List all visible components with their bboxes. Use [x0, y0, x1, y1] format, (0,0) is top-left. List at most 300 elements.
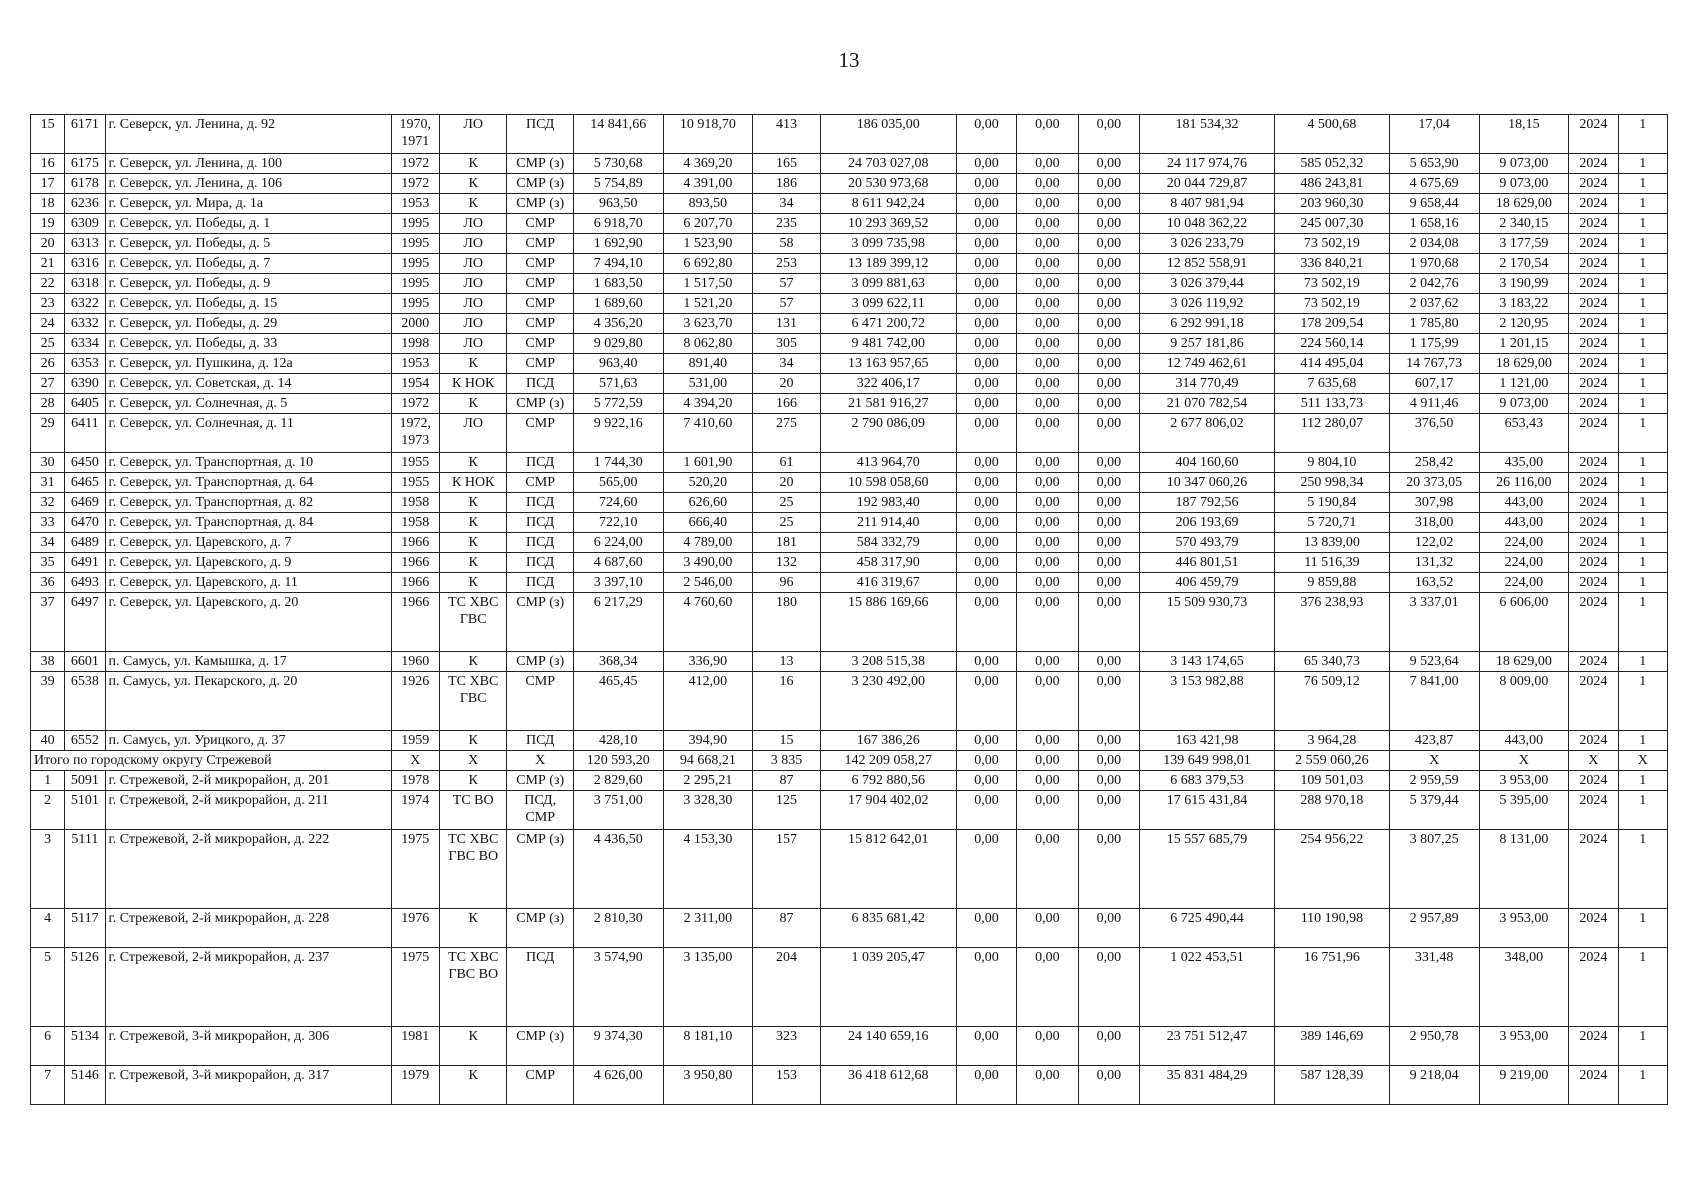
cell-fund_local: 0,00	[1078, 194, 1139, 214]
cell-no: 37	[31, 593, 65, 652]
cell-no: 1	[31, 771, 65, 791]
cell-year: 1955	[391, 473, 439, 493]
cell-address: г. Северск, ул. Ленина, д. 92	[105, 115, 391, 154]
cell-fund_fed: 0,00	[956, 394, 1016, 414]
cell-fund_owners: 163 421,98	[1140, 731, 1275, 751]
cell-fund_fed: 0,00	[956, 453, 1016, 473]
cell-fund_local: 0,00	[1078, 274, 1139, 294]
cell-limit_cost: 653,43	[1479, 414, 1569, 453]
cell-fund_other: 587 128,39	[1275, 1066, 1390, 1105]
cell-method: 1	[1618, 513, 1667, 533]
cell-unit_cost: 9 523,64	[1389, 652, 1479, 672]
cell-address: г. Стрежевой, 3-й микрорайон, д. 306	[105, 1027, 391, 1066]
cell-fund_reg: 0,00	[1017, 453, 1078, 473]
cell-no: 4	[31, 909, 65, 948]
cell-unit_cost: 3 337,01	[1389, 593, 1479, 652]
cell-fund_other: 76 509,12	[1275, 672, 1390, 731]
total-cell: 139 649 998,01	[1140, 751, 1275, 771]
cell-fund_fed: 0,00	[956, 672, 1016, 731]
table-row	[31, 553, 1668, 573]
cell-year: 1966	[391, 593, 439, 652]
cell-fund_other: 4 500,68	[1275, 115, 1390, 154]
cell-year: 1974	[391, 791, 439, 830]
cell-no: 40	[31, 731, 65, 751]
cell-plan_year: 2024	[1569, 234, 1618, 254]
cell-plan_year: 2024	[1569, 115, 1618, 154]
cell-limit_cost: 443,00	[1479, 731, 1569, 751]
cell-fund_owners: 3 026 233,79	[1140, 234, 1275, 254]
cell-address: г. Стрежевой, 3-й микрорайон, д. 317	[105, 1066, 391, 1105]
cell-unit_cost: 258,42	[1389, 453, 1479, 473]
cell-fund_owners: 1 022 453,51	[1140, 948, 1275, 1027]
cell-systems: ТС ХВС ГВС ВО	[439, 948, 506, 1027]
cell-unit_cost: 2 957,89	[1389, 909, 1479, 948]
cell-method: 1	[1618, 493, 1667, 513]
cell-work: СМР	[507, 314, 573, 334]
cell-cost_total: 6 471 200,72	[820, 314, 956, 334]
cell-fund_fed: 0,00	[956, 948, 1016, 1027]
cell-method: 1	[1618, 473, 1667, 493]
cell-area_total: 4 356,20	[573, 314, 663, 334]
cell-fund_local: 0,00	[1078, 414, 1139, 453]
cell-work: ПСД	[507, 453, 573, 473]
cell-fund_local: 0,00	[1078, 154, 1139, 174]
cell-area_total: 5 730,68	[573, 154, 663, 174]
cell-method: 1	[1618, 573, 1667, 593]
cell-plan_year: 2024	[1569, 909, 1618, 948]
table-row	[31, 830, 1668, 909]
table-row	[31, 214, 1668, 234]
cell-systems: ТС ВО	[439, 791, 506, 830]
cell-fund_reg: 0,00	[1017, 493, 1078, 513]
cell-no: 36	[31, 573, 65, 593]
cell-residents: 20	[753, 374, 820, 394]
cell-residents: 235	[753, 214, 820, 234]
cell-fund_local: 0,00	[1078, 314, 1139, 334]
cell-fund_other: 254 956,22	[1275, 830, 1390, 909]
table-row	[31, 672, 1668, 731]
cell-plan_year: 2024	[1569, 573, 1618, 593]
cell-systems: К	[439, 493, 506, 513]
total-cell: X	[1618, 751, 1667, 771]
cell-method: 1	[1618, 593, 1667, 652]
cell-fund_other: 288 970,18	[1275, 791, 1390, 830]
total-cell: X	[507, 751, 573, 771]
cell-method: 1	[1618, 174, 1667, 194]
cell-area_living: 1 521,20	[663, 294, 753, 314]
cell-area_living: 3 490,00	[663, 553, 753, 573]
cell-method: 1	[1618, 274, 1667, 294]
cell-fund_other: 73 502,19	[1275, 294, 1390, 314]
cell-fund_other: 585 052,32	[1275, 154, 1390, 174]
cell-fund_fed: 0,00	[956, 274, 1016, 294]
cell-limit_cost: 2 340,15	[1479, 214, 1569, 234]
cell-unit_cost: 3 807,25	[1389, 830, 1479, 909]
cell-plan_year: 2024	[1569, 830, 1618, 909]
cell-area_living: 6 207,70	[663, 214, 753, 234]
cell-limit_cost: 1 121,00	[1479, 374, 1569, 394]
cell-method: 1	[1618, 194, 1667, 214]
cell-residents: 58	[753, 234, 820, 254]
cell-no: 21	[31, 254, 65, 274]
cell-fund_other: 73 502,19	[1275, 234, 1390, 254]
cell-fund_other: 376 238,93	[1275, 593, 1390, 652]
cell-cost_total: 3 230 492,00	[820, 672, 956, 731]
table-row	[31, 354, 1668, 374]
cell-fund_local: 0,00	[1078, 174, 1139, 194]
cell-area_living: 412,00	[663, 672, 753, 731]
cell-limit_cost: 435,00	[1479, 453, 1569, 473]
cell-cost_total: 21 581 916,27	[820, 394, 956, 414]
cell-systems: ЛО	[439, 274, 506, 294]
cell-no: 28	[31, 394, 65, 414]
cell-work: СМР (з)	[507, 154, 573, 174]
cell-fund_other: 13 839,00	[1275, 533, 1390, 553]
cell-cost_total: 413 964,70	[820, 453, 956, 473]
cell-unit_cost: 307,98	[1389, 493, 1479, 513]
cell-fund_owners: 404 160,60	[1140, 453, 1275, 473]
cell-method: 1	[1618, 533, 1667, 553]
cell-fund_fed: 0,00	[956, 194, 1016, 214]
cell-code: 6353	[65, 354, 105, 374]
cell-no: 34	[31, 533, 65, 553]
cell-work: ПСД, СМР	[507, 791, 573, 830]
cell-code: 6538	[65, 672, 105, 731]
cell-fund_other: 224 560,14	[1275, 334, 1390, 354]
cell-address: г. Стрежевой, 2-й микрорайон, д. 201	[105, 771, 391, 791]
cell-fund_owners: 8 407 981,94	[1140, 194, 1275, 214]
cell-code: 6236	[65, 194, 105, 214]
cell-fund_owners: 3 026 379,44	[1140, 274, 1275, 294]
cell-fund_fed: 0,00	[956, 533, 1016, 553]
cell-method: 1	[1618, 553, 1667, 573]
cell-systems: К	[439, 394, 506, 414]
cell-systems: К	[439, 731, 506, 751]
cell-fund_owners: 3 153 982,88	[1140, 672, 1275, 731]
cell-limit_cost: 1 201,15	[1479, 334, 1569, 354]
cell-method: 1	[1618, 334, 1667, 354]
cell-method: 1	[1618, 234, 1667, 254]
cell-plan_year: 2024	[1569, 513, 1618, 533]
cell-systems: К	[439, 453, 506, 473]
cell-systems: ТС ХВС ГВС ВО	[439, 830, 506, 909]
cell-fund_reg: 0,00	[1017, 354, 1078, 374]
cell-plan_year: 2024	[1569, 731, 1618, 751]
cell-fund_owners: 10 347 060,26	[1140, 473, 1275, 493]
cell-fund_fed: 0,00	[956, 154, 1016, 174]
cell-method: 1	[1618, 453, 1667, 473]
cell-cost_total: 186 035,00	[820, 115, 956, 154]
cell-fund_fed: 0,00	[956, 593, 1016, 652]
cell-work: ПСД	[507, 948, 573, 1027]
cell-area_total: 571,63	[573, 374, 663, 394]
cell-systems: ТС ХВС ГВС	[439, 672, 506, 731]
cell-area_living: 4 391,00	[663, 174, 753, 194]
cell-fund_local: 0,00	[1078, 294, 1139, 314]
cell-code: 6491	[65, 553, 105, 573]
cell-fund_local: 0,00	[1078, 1066, 1139, 1105]
cell-cost_total: 8 611 942,24	[820, 194, 956, 214]
cell-address: г. Северск, ул. Советская, д. 14	[105, 374, 391, 394]
cell-fund_owners: 406 459,79	[1140, 573, 1275, 593]
cell-fund_owners: 314 770,49	[1140, 374, 1275, 394]
table-row	[31, 771, 1668, 791]
cell-method: 1	[1618, 652, 1667, 672]
cell-area_total: 9 922,16	[573, 414, 663, 453]
cell-area_total: 2 810,30	[573, 909, 663, 948]
cell-fund_other: 11 516,39	[1275, 553, 1390, 573]
cell-code: 5126	[65, 948, 105, 1027]
cell-method: 1	[1618, 948, 1667, 1027]
cell-unit_cost: 122,02	[1389, 533, 1479, 553]
cell-work: СМР (з)	[507, 1027, 573, 1066]
cell-fund_fed: 0,00	[956, 1066, 1016, 1105]
cell-fund_reg: 0,00	[1017, 652, 1078, 672]
table-row	[31, 274, 1668, 294]
cell-residents: 34	[753, 194, 820, 214]
cell-fund_local: 0,00	[1078, 513, 1139, 533]
cell-code: 6405	[65, 394, 105, 414]
cell-limit_cost: 18 629,00	[1479, 652, 1569, 672]
cell-limit_cost: 9 073,00	[1479, 154, 1569, 174]
cell-code: 6390	[65, 374, 105, 394]
cell-fund_owners: 206 193,69	[1140, 513, 1275, 533]
cell-plan_year: 2024	[1569, 1066, 1618, 1105]
total-cell: 94 668,21	[663, 751, 753, 771]
cell-fund_fed: 0,00	[956, 553, 1016, 573]
cell-cost_total: 584 332,79	[820, 533, 956, 553]
cell-fund_fed: 0,00	[956, 1027, 1016, 1066]
cell-fund_reg: 0,00	[1017, 194, 1078, 214]
cell-code: 5134	[65, 1027, 105, 1066]
cell-year: 1995	[391, 294, 439, 314]
cell-code: 6332	[65, 314, 105, 334]
cell-cost_total: 20 530 973,68	[820, 174, 956, 194]
cell-limit_cost: 3 953,00	[1479, 1027, 1569, 1066]
cell-area_living: 2 546,00	[663, 573, 753, 593]
cell-systems: ЛО	[439, 214, 506, 234]
cell-fund_local: 0,00	[1078, 254, 1139, 274]
cell-no: 5	[31, 948, 65, 1027]
table-row	[31, 533, 1668, 553]
cell-code: 6470	[65, 513, 105, 533]
cell-fund_fed: 0,00	[956, 334, 1016, 354]
cell-work: СМР	[507, 214, 573, 234]
cell-fund_reg: 0,00	[1017, 513, 1078, 533]
cell-fund_fed: 0,00	[956, 294, 1016, 314]
cell-unit_cost: 9 218,04	[1389, 1066, 1479, 1105]
cell-year: 1978	[391, 771, 439, 791]
cell-no: 18	[31, 194, 65, 214]
table-row	[31, 652, 1668, 672]
cell-year: 1995	[391, 234, 439, 254]
cell-fund_other: 112 280,07	[1275, 414, 1390, 453]
cell-cost_total: 17 904 402,02	[820, 791, 956, 830]
cell-work: ПСД	[507, 374, 573, 394]
cell-unit_cost: 607,17	[1389, 374, 1479, 394]
table-row	[31, 314, 1668, 334]
cell-method: 1	[1618, 791, 1667, 830]
cell-no: 29	[31, 414, 65, 453]
cell-year: 1958	[391, 513, 439, 533]
cell-plan_year: 2024	[1569, 354, 1618, 374]
cell-fund_owners: 181 534,32	[1140, 115, 1275, 154]
cell-fund_reg: 0,00	[1017, 830, 1078, 909]
cell-area_total: 963,40	[573, 354, 663, 374]
total-cell: X	[1479, 751, 1569, 771]
cell-address: п. Самусь, ул. Камышка, д. 17	[105, 652, 391, 672]
cell-year: 1953	[391, 194, 439, 214]
cell-fund_fed: 0,00	[956, 254, 1016, 274]
cell-area_total: 1 683,50	[573, 274, 663, 294]
cell-plan_year: 2024	[1569, 254, 1618, 274]
cell-systems: К	[439, 771, 506, 791]
cell-area_living: 893,50	[663, 194, 753, 214]
cell-code: 6175	[65, 154, 105, 174]
table-row	[31, 1066, 1668, 1105]
cell-plan_year: 2024	[1569, 194, 1618, 214]
cell-unit_cost: 2 042,76	[1389, 274, 1479, 294]
table-row	[31, 909, 1668, 948]
cell-year: 1972	[391, 394, 439, 414]
cell-year: 1966	[391, 533, 439, 553]
cell-address: г. Стрежевой, 2-й микрорайон, д. 211	[105, 791, 391, 830]
cell-year: 1975	[391, 948, 439, 1027]
cell-code: 6171	[65, 115, 105, 154]
cell-cost_total: 10 293 369,52	[820, 214, 956, 234]
cell-fund_fed: 0,00	[956, 174, 1016, 194]
cell-unit_cost: 131,32	[1389, 553, 1479, 573]
cell-limit_cost: 5 395,00	[1479, 791, 1569, 830]
cell-fund_owners: 12 852 558,91	[1140, 254, 1275, 274]
cell-systems: К	[439, 909, 506, 948]
cell-cost_total: 13 189 399,12	[820, 254, 956, 274]
cell-fund_reg: 0,00	[1017, 414, 1078, 453]
cell-method: 1	[1618, 909, 1667, 948]
total-row	[31, 751, 1668, 771]
cell-fund_reg: 0,00	[1017, 254, 1078, 274]
cell-work: СМР (з)	[507, 394, 573, 414]
cell-unit_cost: 1 658,16	[1389, 214, 1479, 234]
cell-address: г. Северск, ул. Победы, д. 15	[105, 294, 391, 314]
cell-fund_reg: 0,00	[1017, 334, 1078, 354]
cell-residents: 253	[753, 254, 820, 274]
table-row	[31, 473, 1668, 493]
cell-no: 7	[31, 1066, 65, 1105]
cell-method: 1	[1618, 672, 1667, 731]
cell-fund_owners: 24 117 974,76	[1140, 154, 1275, 174]
table-row	[31, 154, 1668, 174]
cell-limit_cost: 9 073,00	[1479, 394, 1569, 414]
cell-no: 39	[31, 672, 65, 731]
cell-method: 1	[1618, 254, 1667, 274]
cell-systems: К	[439, 154, 506, 174]
cell-residents: 305	[753, 334, 820, 354]
table-row	[31, 731, 1668, 751]
cell-residents: 25	[753, 513, 820, 533]
cell-plan_year: 2024	[1569, 672, 1618, 731]
cell-no: 27	[31, 374, 65, 394]
cell-no: 22	[31, 274, 65, 294]
table-row	[31, 234, 1668, 254]
cell-method: 1	[1618, 771, 1667, 791]
cell-systems: К	[439, 573, 506, 593]
cell-plan_year: 2024	[1569, 948, 1618, 1027]
table-row	[31, 573, 1668, 593]
cell-code: 5091	[65, 771, 105, 791]
cell-code: 6489	[65, 533, 105, 553]
cell-fund_other: 9 859,88	[1275, 573, 1390, 593]
cell-year: 1966	[391, 553, 439, 573]
cell-cost_total: 3 099 622,11	[820, 294, 956, 314]
cell-plan_year: 2024	[1569, 791, 1618, 830]
total-label: Итого по городскому округу Стрежевой	[31, 751, 392, 771]
table-row	[31, 254, 1668, 274]
cell-work: СМР	[507, 672, 573, 731]
cell-fund_reg: 0,00	[1017, 115, 1078, 154]
total-cell: 3 835	[753, 751, 820, 771]
cell-method: 1	[1618, 214, 1667, 234]
cell-fund_other: 178 209,54	[1275, 314, 1390, 334]
cell-unit_cost: 4 911,46	[1389, 394, 1479, 414]
cell-area_living: 7 410,60	[663, 414, 753, 453]
cell-address: г. Северск, ул. Ленина, д. 100	[105, 154, 391, 174]
cell-systems: К	[439, 1027, 506, 1066]
cell-fund_other: 486 243,81	[1275, 174, 1390, 194]
cell-area_total: 9 029,80	[573, 334, 663, 354]
cell-year: 1953	[391, 354, 439, 374]
cell-residents: 25	[753, 493, 820, 513]
cell-fund_fed: 0,00	[956, 214, 1016, 234]
cell-fund_owners: 187 792,56	[1140, 493, 1275, 513]
table-row	[31, 294, 1668, 314]
cell-fund_local: 0,00	[1078, 731, 1139, 751]
cell-no: 31	[31, 473, 65, 493]
cell-code: 6316	[65, 254, 105, 274]
cell-limit_cost: 8 009,00	[1479, 672, 1569, 731]
cell-fund_reg: 0,00	[1017, 771, 1078, 791]
cell-area_living: 2 295,21	[663, 771, 753, 791]
cell-residents: 96	[753, 573, 820, 593]
total-cell: X	[1569, 751, 1618, 771]
cell-residents: 20	[753, 473, 820, 493]
cell-fund_fed: 0,00	[956, 909, 1016, 948]
cell-code: 6469	[65, 493, 105, 513]
cell-fund_owners: 15 557 685,79	[1140, 830, 1275, 909]
cell-code: 6493	[65, 573, 105, 593]
cell-address: г. Стрежевой, 2-й микрорайон, д. 237	[105, 948, 391, 1027]
cell-unit_cost: 14 767,73	[1389, 354, 1479, 374]
cell-method: 1	[1618, 374, 1667, 394]
cell-fund_fed: 0,00	[956, 473, 1016, 493]
cell-fund_other: 9 804,10	[1275, 453, 1390, 473]
cell-method: 1	[1618, 414, 1667, 453]
cell-systems: ЛО	[439, 254, 506, 274]
cell-fund_reg: 0,00	[1017, 593, 1078, 652]
table-row	[31, 453, 1668, 473]
cell-area_total: 5 772,59	[573, 394, 663, 414]
cell-work: СМР	[507, 473, 573, 493]
cell-plan_year: 2024	[1569, 473, 1618, 493]
cell-plan_year: 2024	[1569, 314, 1618, 334]
cell-plan_year: 2024	[1569, 414, 1618, 453]
cell-residents: 166	[753, 394, 820, 414]
cell-address: г. Северск, ул. Царевского, д. 11	[105, 573, 391, 593]
cell-plan_year: 2024	[1569, 453, 1618, 473]
cell-fund_reg: 0,00	[1017, 294, 1078, 314]
page-number: 13	[838, 48, 860, 72]
cell-limit_cost: 6 606,00	[1479, 593, 1569, 652]
